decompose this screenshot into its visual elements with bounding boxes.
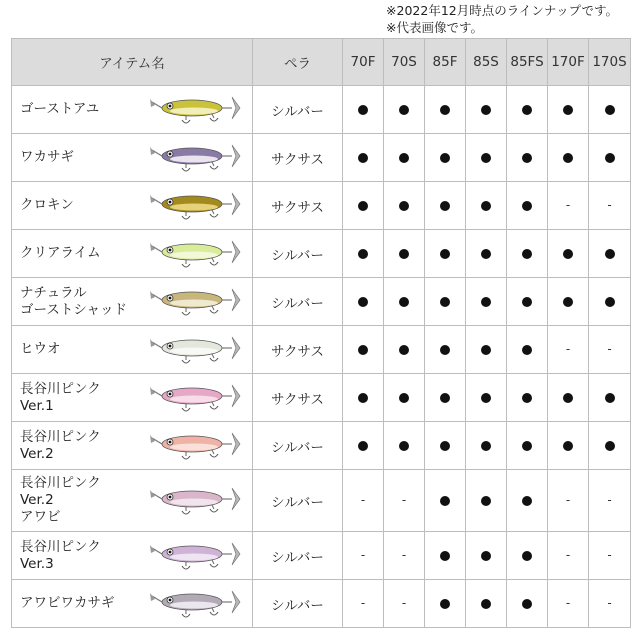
availability-cell — [548, 182, 589, 230]
table-row — [12, 422, 631, 470]
table-row — [12, 230, 631, 278]
availability-cell — [425, 86, 466, 134]
item-name-line: Ver.1 — [20, 397, 54, 414]
availability-cell — [343, 580, 384, 628]
pera-type: シルバー — [253, 86, 343, 134]
item-name — [12, 182, 140, 230]
table-row — [12, 374, 631, 422]
availability-cell — [384, 580, 425, 628]
header-size-170f: 170F — [548, 39, 589, 86]
available-dot — [522, 551, 532, 561]
available-dot — [481, 153, 491, 163]
table-body — [12, 86, 631, 628]
header-size-170s: 170S — [589, 39, 631, 86]
item-image — [140, 422, 253, 470]
item-name-line: クリアライム — [20, 245, 101, 261]
item-name-line: 長谷川ピンク — [20, 428, 101, 445]
availability-cell — [589, 134, 631, 182]
availability-cell — [589, 86, 631, 134]
availability-cell — [507, 470, 548, 532]
available-dot — [605, 105, 615, 115]
unavailable-dash: - — [565, 548, 571, 562]
header-pera: ペラ — [253, 39, 343, 86]
item-name-line: ナチュラル — [20, 284, 87, 301]
available-dot — [440, 201, 450, 211]
availability-cell — [589, 326, 631, 374]
pera-type: シルバー — [253, 580, 343, 628]
unavailable-dash: - — [360, 493, 366, 507]
lure-image — [148, 285, 244, 319]
availability-cell — [343, 230, 384, 278]
lure-image — [148, 539, 244, 573]
item-name — [12, 278, 140, 326]
availability-cell — [384, 134, 425, 182]
item-name-line: Ver.3 — [20, 555, 54, 572]
pera-type: シルバー — [253, 230, 343, 278]
header-size-85f: 85F — [425, 39, 466, 86]
item-name — [12, 374, 140, 422]
available-dot — [522, 496, 532, 506]
table-row — [12, 182, 631, 230]
availability-cell — [507, 580, 548, 628]
available-dot — [358, 345, 368, 355]
availability-cell — [589, 580, 631, 628]
header-size-70f: 70F — [343, 39, 384, 86]
availability-cell — [548, 470, 589, 532]
header-size-85fs: 85FS — [507, 39, 548, 86]
item-name-line: ゴーストシャッド — [20, 301, 128, 318]
availability-cell — [548, 422, 589, 470]
available-dot — [440, 249, 450, 259]
item-image — [140, 182, 253, 230]
availability-cell — [548, 532, 589, 580]
available-dot — [522, 201, 532, 211]
lure-image — [148, 429, 244, 463]
item-name — [12, 470, 140, 532]
availability-cell — [384, 532, 425, 580]
available-dot — [522, 599, 532, 609]
available-dot — [399, 441, 409, 451]
item-name-line: アワビ — [20, 509, 61, 525]
availability-cell — [466, 422, 507, 470]
available-dot — [481, 599, 491, 609]
availability-cell — [548, 230, 589, 278]
available-dot — [481, 201, 491, 211]
availability-cell — [384, 86, 425, 134]
item-image — [140, 278, 253, 326]
lure-image — [148, 93, 244, 127]
unavailable-dash: - — [401, 548, 407, 562]
available-dot — [522, 345, 532, 355]
available-dot — [358, 393, 368, 403]
available-dot — [358, 105, 368, 115]
item-image — [140, 470, 253, 532]
available-dot — [563, 153, 573, 163]
available-dot — [563, 441, 573, 451]
availability-cell — [507, 326, 548, 374]
lure-image — [148, 484, 244, 518]
unavailable-dash: - — [565, 596, 571, 610]
availability-cell — [343, 134, 384, 182]
availability-cell — [384, 326, 425, 374]
available-dot — [522, 249, 532, 259]
lure-image — [148, 333, 244, 367]
availability-cell — [425, 580, 466, 628]
header-size-70s: 70S — [384, 39, 425, 86]
available-dot — [358, 249, 368, 259]
availability-cell — [425, 134, 466, 182]
availability-cell — [548, 326, 589, 374]
available-dot — [440, 105, 450, 115]
header-size-85s: 85S — [466, 39, 507, 86]
item-name — [12, 134, 140, 182]
availability-cell — [384, 278, 425, 326]
lure-image — [148, 141, 244, 175]
available-dot — [522, 105, 532, 115]
available-dot — [399, 345, 409, 355]
available-dot — [481, 297, 491, 307]
availability-cell — [425, 422, 466, 470]
pera-type: シルバー — [253, 278, 343, 326]
availability-cell — [466, 470, 507, 532]
item-name-line: アワビワカサギ — [20, 595, 115, 611]
available-dot — [440, 496, 450, 506]
availability-cell — [425, 230, 466, 278]
availability-cell — [343, 374, 384, 422]
availability-cell — [466, 374, 507, 422]
available-dot — [481, 441, 491, 451]
availability-cell — [507, 532, 548, 580]
available-dot — [440, 551, 450, 561]
available-dot — [522, 297, 532, 307]
available-dot — [440, 297, 450, 307]
table-row — [12, 278, 631, 326]
lure-image — [148, 381, 244, 415]
table-row — [12, 580, 631, 628]
pera-type: サクサス — [253, 374, 343, 422]
availability-cell — [343, 422, 384, 470]
available-dot — [358, 201, 368, 211]
available-dot — [399, 153, 409, 163]
availability-cell — [384, 422, 425, 470]
available-dot — [440, 393, 450, 403]
availability-cell — [589, 182, 631, 230]
availability-cell — [466, 580, 507, 628]
available-dot — [399, 297, 409, 307]
availability-cell — [425, 532, 466, 580]
available-dot — [563, 393, 573, 403]
availability-cell — [343, 470, 384, 532]
pera-type: シルバー — [253, 422, 343, 470]
note-representative-image: ※代表画像です。 — [386, 20, 484, 35]
item-name — [12, 326, 140, 374]
available-dot — [399, 201, 409, 211]
available-dot — [440, 345, 450, 355]
available-dot — [605, 153, 615, 163]
availability-cell — [548, 278, 589, 326]
availability-cell — [548, 580, 589, 628]
available-dot — [605, 393, 615, 403]
availability-cell — [343, 532, 384, 580]
available-dot — [399, 105, 409, 115]
pera-type: サクサス — [253, 326, 343, 374]
availability-cell — [466, 278, 507, 326]
availability-cell — [589, 230, 631, 278]
availability-cell — [507, 134, 548, 182]
available-dot — [563, 105, 573, 115]
item-name — [12, 86, 140, 134]
availability-cell — [384, 374, 425, 422]
available-dot — [440, 441, 450, 451]
header-item-name: アイテム名 — [12, 39, 253, 86]
available-dot — [481, 393, 491, 403]
item-image — [140, 580, 253, 628]
note-lineup-date: ※2022年12月時点のラインナップです。 — [386, 3, 618, 18]
unavailable-dash: - — [401, 596, 407, 610]
availability-cell — [507, 86, 548, 134]
availability-cell — [466, 326, 507, 374]
available-dot — [358, 153, 368, 163]
available-dot — [481, 105, 491, 115]
available-dot — [563, 297, 573, 307]
available-dot — [440, 153, 450, 163]
availability-cell — [425, 182, 466, 230]
unavailable-dash: - — [607, 596, 612, 610]
available-dot — [481, 551, 491, 561]
pera-type: サクサス — [253, 134, 343, 182]
item-name-line: クロキン — [20, 197, 74, 213]
item-image — [140, 532, 253, 580]
lineup-table — [11, 38, 631, 628]
available-dot — [399, 393, 409, 403]
availability-cell — [589, 470, 631, 532]
item-name — [12, 580, 140, 628]
item-name-line: 長谷川ピンク — [20, 538, 101, 555]
available-dot — [605, 441, 615, 451]
availability-cell — [343, 278, 384, 326]
table-row — [12, 532, 631, 580]
availability-cell — [343, 326, 384, 374]
availability-cell — [548, 134, 589, 182]
available-dot — [481, 345, 491, 355]
available-dot — [605, 297, 615, 307]
availability-cell — [425, 470, 466, 532]
item-name — [12, 532, 140, 580]
availability-cell — [548, 86, 589, 134]
notes — [386, 2, 618, 36]
item-name-line: Ver.2 — [20, 445, 54, 462]
unavailable-dash: - — [607, 493, 612, 507]
header-row — [12, 39, 631, 86]
item-image — [140, 230, 253, 278]
unavailable-dash: - — [360, 548, 366, 562]
availability-cell — [548, 374, 589, 422]
item-name-line: ワカサギ — [20, 149, 74, 165]
availability-cell — [507, 230, 548, 278]
availability-cell — [343, 86, 384, 134]
available-dot — [440, 599, 450, 609]
item-name-line: 長谷川ピンク — [20, 380, 101, 397]
unavailable-dash: - — [360, 596, 366, 610]
unavailable-dash: - — [565, 342, 571, 356]
lure-image — [148, 237, 244, 271]
availability-cell — [466, 532, 507, 580]
availability-cell — [466, 134, 507, 182]
pera-type: シルバー — [253, 470, 343, 532]
available-dot — [522, 393, 532, 403]
unavailable-dash: - — [607, 342, 612, 356]
unavailable-dash: - — [565, 493, 571, 507]
unavailable-dash: - — [607, 548, 612, 562]
available-dot — [481, 249, 491, 259]
available-dot — [563, 249, 573, 259]
availability-cell — [425, 374, 466, 422]
available-dot — [358, 297, 368, 307]
available-dot — [399, 249, 409, 259]
availability-cell — [507, 278, 548, 326]
unavailable-dash: - — [607, 198, 612, 212]
availability-cell — [384, 470, 425, 532]
item-name-line: ゴーストアユ — [20, 101, 100, 117]
lure-image — [148, 587, 244, 621]
table-row — [12, 86, 631, 134]
item-image — [140, 86, 253, 134]
available-dot — [481, 496, 491, 506]
availability-cell — [589, 374, 631, 422]
item-name-line: Ver.2 — [20, 492, 54, 508]
available-dot — [522, 153, 532, 163]
item-name-line: 長谷川ピンク — [20, 475, 101, 491]
available-dot — [522, 441, 532, 451]
availability-cell — [425, 326, 466, 374]
unavailable-dash: - — [565, 198, 571, 212]
item-image — [140, 134, 253, 182]
availability-cell — [507, 374, 548, 422]
availability-cell — [343, 182, 384, 230]
availability-cell — [466, 230, 507, 278]
availability-cell — [466, 86, 507, 134]
item-name — [12, 422, 140, 470]
availability-cell — [589, 532, 631, 580]
availability-cell — [466, 182, 507, 230]
item-name-line: ヒウオ — [20, 341, 61, 357]
pera-type: シルバー — [253, 532, 343, 580]
available-dot — [358, 441, 368, 451]
pera-type: サクサス — [253, 182, 343, 230]
table-row — [12, 326, 631, 374]
available-dot — [605, 249, 615, 259]
item-image — [140, 326, 253, 374]
availability-cell — [589, 278, 631, 326]
unavailable-dash: - — [401, 493, 407, 507]
item-image — [140, 374, 253, 422]
availability-cell — [507, 422, 548, 470]
availability-cell — [425, 278, 466, 326]
lure-image — [148, 189, 244, 223]
table-row — [12, 134, 631, 182]
availability-cell — [507, 182, 548, 230]
availability-cell — [384, 230, 425, 278]
availability-cell — [384, 182, 425, 230]
table-row — [12, 470, 631, 532]
availability-cell — [589, 422, 631, 470]
item-name — [12, 230, 140, 278]
